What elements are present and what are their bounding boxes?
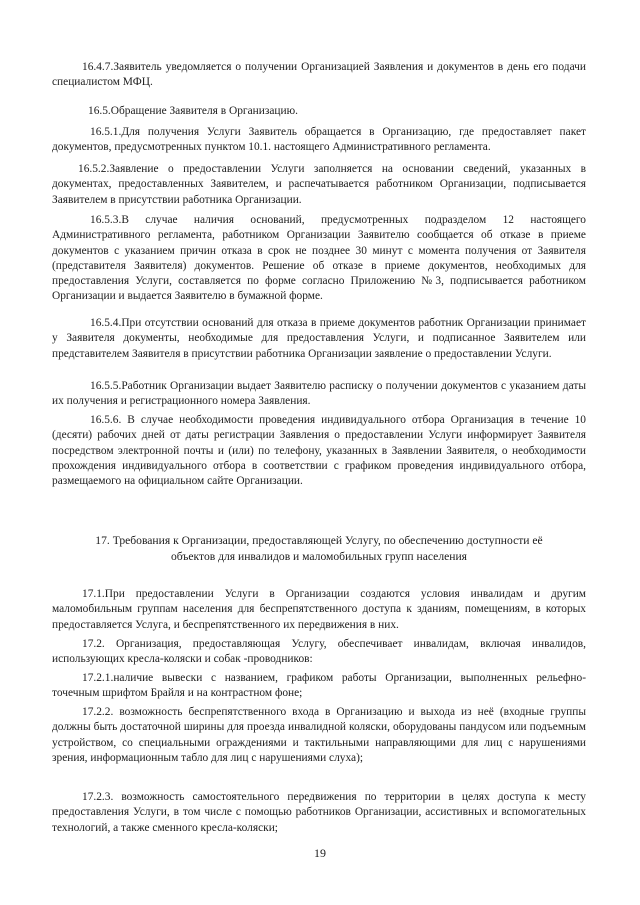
paragraph-16-5-2: 16.5.2.Заявление о предоставлении Услуги заполняется на основании сведений, указанных в документах, предоставленных Заявителем, и распечатывается работником Организации, подписывается Заявителем в присутствии работника Организации.	[52, 163, 586, 206]
paragraph-17-2-3: 17.2.3. возможность самостоятельного передвижения по территории в целях доступа к месту предоставления Услуги, в том числе с помощью работников Организации, ассистивных и вспомогательных технологий, а также сменного кресла-коляски;	[52, 791, 586, 834]
paragraph-16-5-5: 16.5.5.Работник Организации выдает Заявителю расписку о получении документов с указанием даты их получения и регистрационного номера Заявления.	[52, 380, 586, 408]
paragraph-16-5: 16.5.Обращение Заявителя в Организацию.	[88, 105, 298, 117]
paragraph-17-2-2: 17.2.2. возможность беспрепятственного входа в Организацию и выхода из неё (входные группы должны быть достаточной ширины для проезда инвалидной коляски, оборудованы пандусом или подъемным устройством, со специальными ограждениями и тактильными направляющими для лиц с нарушениями зрения, информационным табло для лиц с нарушениями слуха);	[52, 706, 586, 764]
page-number: 19	[314, 846, 326, 860]
paragraph-17-2: 17.2. Организация, предоставляющая Услугу, обеспечивает инвалидам, включая инвалидов, использующих кресла-коляски и собак -проводников:	[52, 638, 586, 666]
paragraph-16-5-4: 16.5.4.При отсутствии оснований для отказа в приеме документов работник Организации принимает у Заявителя документы, необходимые для предоставления Услуги, и подписанное Заявителем или представителем Заявителя в присутствии работника Организации заявление о предоставлении Услуги.	[52, 317, 586, 360]
paragraph-16-4-7: 16.4.7.Заявитель уведомляется о получении Организацией Заявления и документов в день его подачи специалистом МФЦ.	[52, 61, 586, 89]
paragraph-16-5-1: 16.5.1.Для получения Услуги Заявитель обращается в Организацию, где предоставляет пакет документов, предусмотренных пунктом 10.1. настоящего Административного регламента.	[52, 126, 586, 154]
section-heading	[52, 533, 586, 565]
paragraph-16-5-3: 16.5.3.В случае наличия оснований, предусмотренных подразделом 12 настоящего Административного регламента, работником Организации Заявителю сообщается об отказе в приеме документов с указанием причин отказа в срок не позднее 30 минут с момента получения от Заявителя (представителя Заявителя) документов. Решение об отказе в приеме документов, необходимых для предоставления Услуги, составляется по форме согласно Приложению №3, подписывается работником Организации и выдается Заявителю в бумажной форме.	[52, 214, 586, 303]
paragraph-16-5-6: 16.5.6. В случае необходимости проведения индивидуального отбора Организация в течение 10 (десяти) рабочих дней от даты регистрации Заявления о предоставлении Услуги информирует Заявителя посредством электронной почты и (или) по телефону, указанных в Заявлении Заявителя, о необходимости прохождения индивидуального отбора в соответствии с графиком проведения индивидуального отбора, размещаемого на официальном сайте Организации.	[52, 414, 586, 488]
paragraph-17-2-1: 17.2.1.наличие вывески с названием, графиком работы Организации, выполненных рельефно-точечным шрифтом Брайля и на контрастном фоне;	[52, 672, 586, 700]
paragraph-17-1: 17.1.При предоставлении Услуги в Организации создаются условия инвалидам и другим маломобильным группам населения для беспрепятственного доступа к зданиям, помещениям, в которых предоставляется Услуга, и беспрепятственного их передвижения в них.	[52, 588, 586, 631]
section-heading-line-2: объектов для инвалидов и маломобильных групп населения	[171, 550, 467, 563]
section-heading-line-1: 17. Требования к Организации, предоставляющей Услугу, по обеспечению доступности её	[95, 534, 543, 547]
